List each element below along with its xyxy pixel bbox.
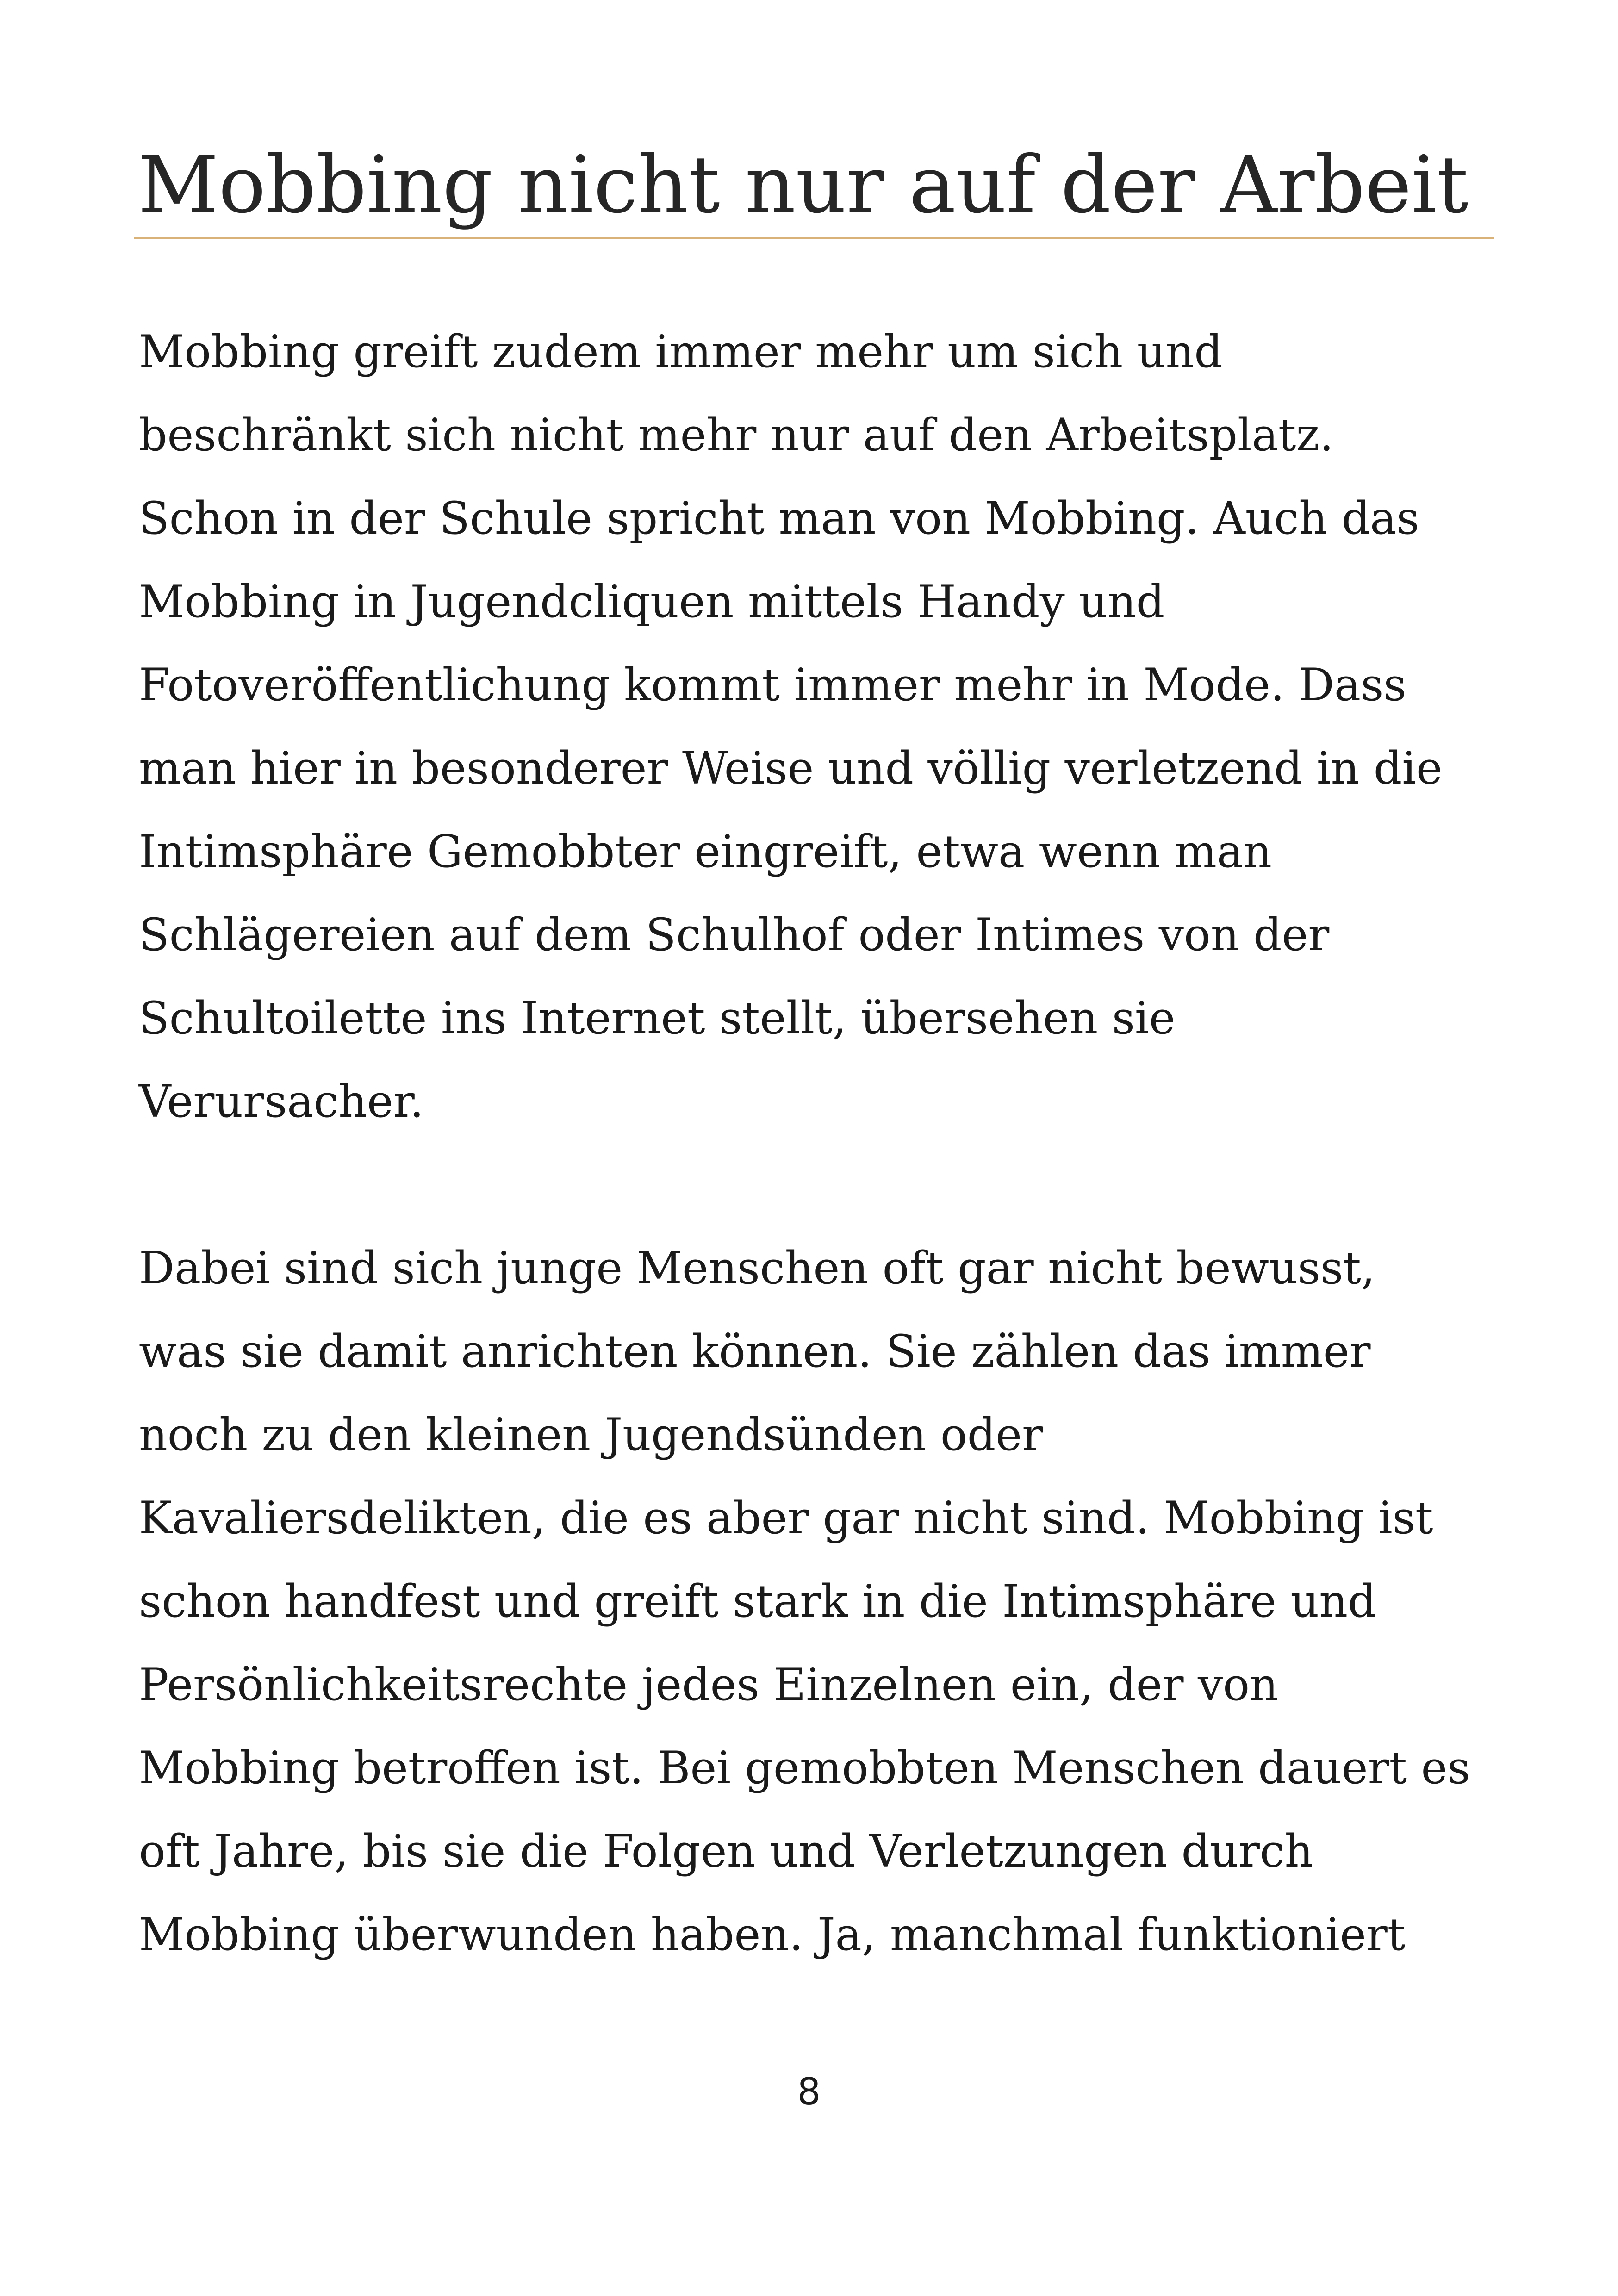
- paragraph-line: Mobbing greift zudem immer mehr um sich und: [139, 326, 1223, 378]
- paragraph-2: [139, 1226, 1495, 1976]
- page-number: 8: [797, 2070, 821, 2113]
- paragraph-line: was sie damit anrichten können. Sie zählen das immer: [139, 1325, 1371, 1377]
- paragraph-line: Kavaliersdelikten, die es aber gar nicht sind. Mobbing ist: [139, 1492, 1433, 1544]
- paragraph-line: man hier in besonderer Weise und völlig verletzend in die: [139, 742, 1443, 794]
- title-underline-rule: [134, 237, 1494, 239]
- paragraph-line: Schlägereien auf dem Schulhof oder Intimes von der: [139, 909, 1330, 961]
- paragraph-line: Persönlichkeitsrechte jedes Einzelnen ein, der von: [139, 1659, 1278, 1711]
- page-title: Mobbing nicht nur auf der Arbeit: [138, 139, 1469, 231]
- paragraph-line: Mobbing betroffen ist. Bei gemobbten Menschen dauert es: [139, 1742, 1470, 1794]
- paragraph-line: Verursacher.: [139, 1076, 424, 1127]
- paragraph-line: Dabei sind sich junge Menschen oft gar nicht bewusst,: [139, 1242, 1375, 1294]
- paragraph-1: [139, 310, 1495, 1143]
- paragraph-line: Mobbing in Jugendcliquen mittels Handy und: [139, 576, 1165, 628]
- paragraph-line: schon handfest und greift stark in die Intimsphäre und: [139, 1575, 1376, 1627]
- paragraph-line: beschränkt sich nicht mehr nur auf den Arbeitsplatz.: [139, 409, 1334, 461]
- paragraph-line: Schultoilette ins Internet stellt, übersehen sie: [139, 992, 1176, 1044]
- paragraph-line: Schon in der Schule spricht man von Mobbing. Auch das: [139, 492, 1419, 544]
- paragraph-line: noch zu den kleinen Jugendsünden oder: [139, 1409, 1043, 1461]
- paragraph-line: oft Jahre, bis sie die Folgen und Verletzungen durch: [139, 1825, 1313, 1877]
- paragraph-line: Fotoveröffentlichung kommt immer mehr in Mode. Dass: [139, 659, 1406, 711]
- paragraph-line: Intimsphäre Gemobbter eingreift, etwa wenn man: [139, 826, 1272, 877]
- paragraph-line: Mobbing überwunden haben. Ja, manchmal funktioniert: [139, 1909, 1406, 1960]
